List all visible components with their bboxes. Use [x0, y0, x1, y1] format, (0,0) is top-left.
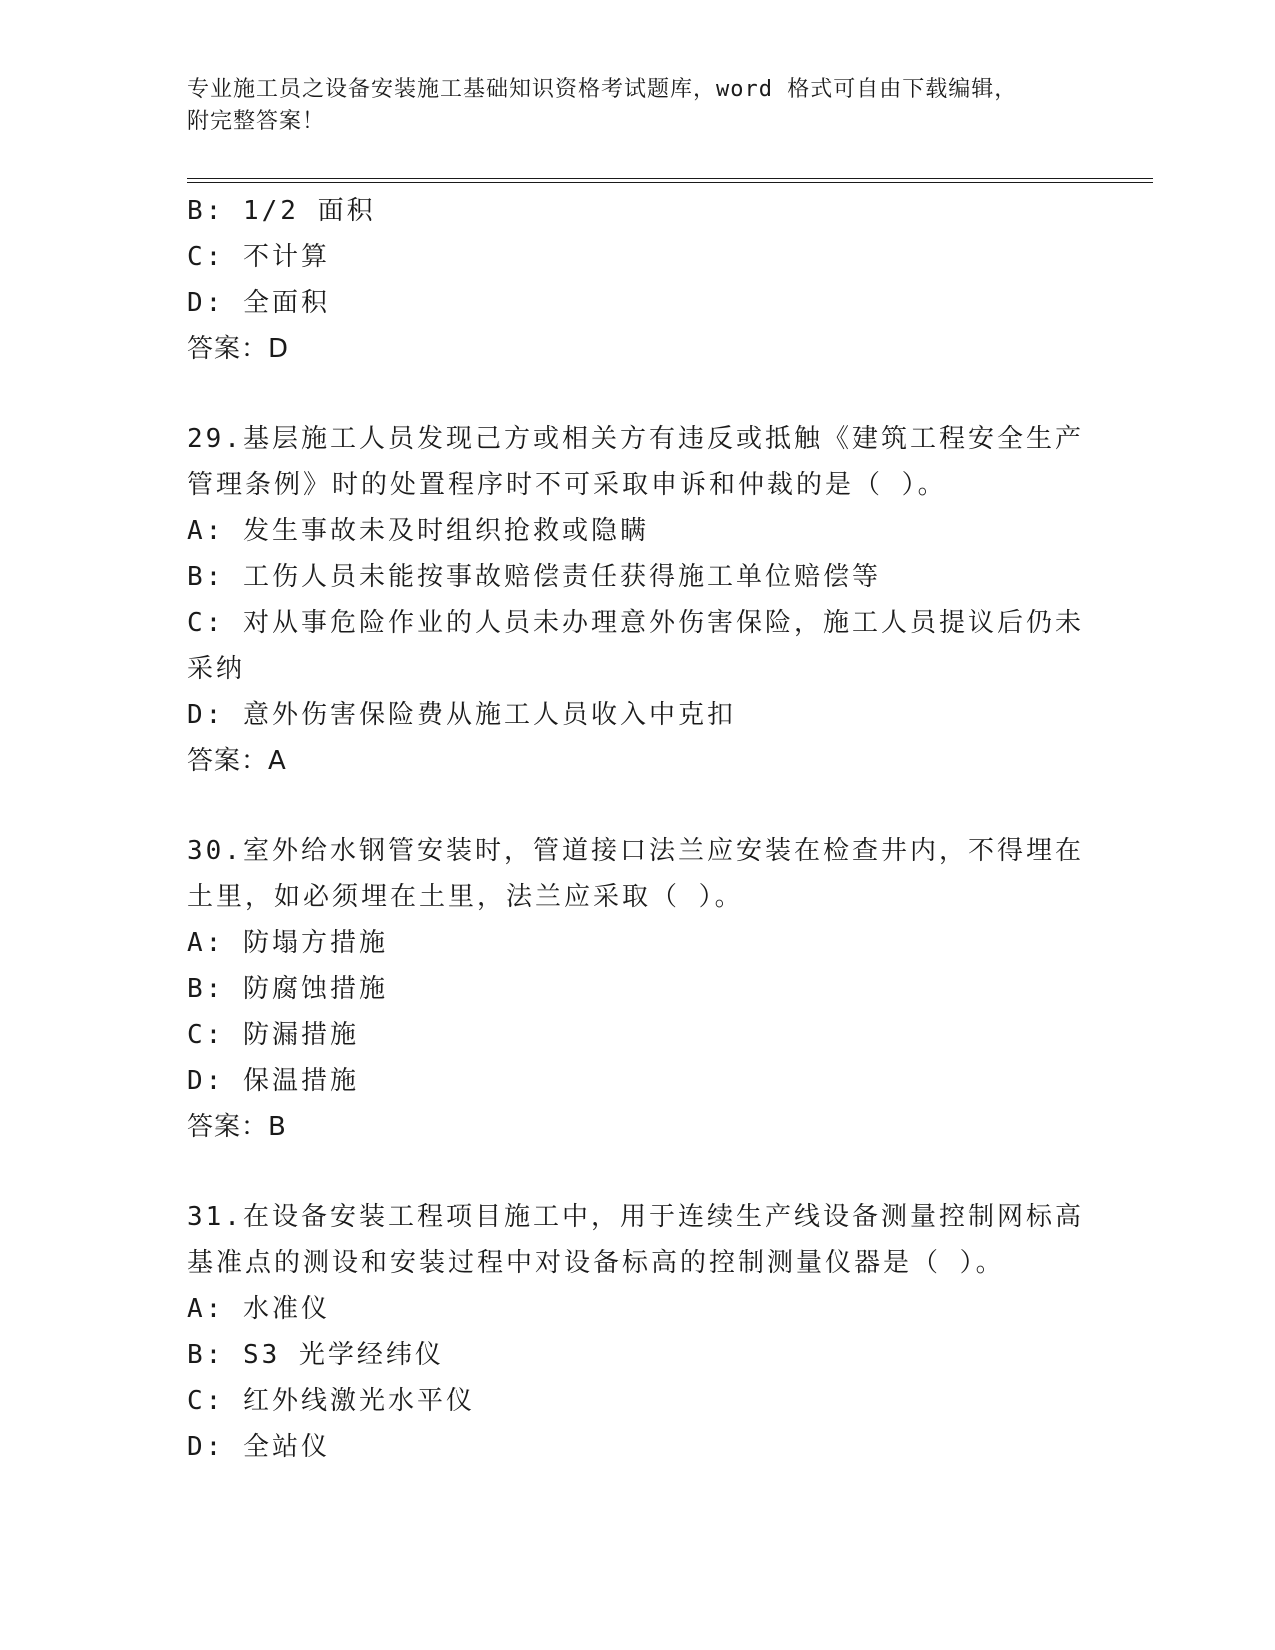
question-stem-line1: 30.室外给水钢管安装时，管道接口法兰应安装在检查井内，不得埋在 — [187, 836, 1084, 866]
option-b: B: 防腐蚀措施 — [187, 974, 388, 1004]
option-d: D: 意外伤害保险费从施工人员收入中克扣 — [187, 700, 736, 730]
document-header — [187, 74, 1087, 138]
option-a: A: 水准仪 — [187, 1294, 330, 1324]
header-divider-bottom — [187, 182, 1153, 183]
option-a: A: 发生事故未及时组织抢救或隐瞒 — [187, 516, 649, 546]
header-title-line2: 附完整答案！ — [187, 109, 326, 134]
question-stem-line1: 31.在设备安装工程项目施工中，用于连续生产线设备测量控制网标高 — [187, 1202, 1084, 1232]
option-b: B: 1/2 面积 — [187, 196, 376, 226]
option-d: D: 全面积 — [187, 288, 330, 318]
option-c: C: 防漏措施 — [187, 1020, 359, 1050]
question-29 — [187, 416, 1087, 784]
answer-line: 答案：B — [187, 1112, 287, 1142]
option-b: B: S3 光学经纬仪 — [187, 1340, 444, 1370]
option-c: C: 不计算 — [187, 242, 330, 272]
question-stem-line2: 管理条例》时的处置程序时不可采取申诉和仲裁的是（ ）。 — [187, 470, 947, 500]
header-title-line1: 专业施工员之设备安装施工基础知识资格考试题库，word 格式可自由下载编辑， — [187, 77, 1018, 102]
answer-line: 答案：D — [187, 334, 290, 364]
question-28 — [187, 188, 1087, 372]
option-c: C: 红外线激光水平仪 — [187, 1386, 475, 1416]
question-spacer — [187, 372, 1087, 416]
question-31 — [187, 1194, 1087, 1470]
answer-line: 答案：A — [187, 746, 287, 776]
header-divider-top — [187, 178, 1153, 179]
question-stem-line2: 土里，如必须埋在土里，法兰应采取（ ）。 — [187, 882, 744, 912]
option-d: D: 保温措施 — [187, 1066, 359, 1096]
question-spacer — [187, 1150, 1087, 1194]
option-c-line2: 采纳 — [187, 654, 246, 684]
option-b: B: 工伤人员未能按事故赔偿责任获得施工单位赔偿等 — [187, 562, 881, 592]
option-a: A: 防塌方措施 — [187, 928, 388, 958]
question-spacer — [187, 784, 1087, 828]
question-list — [187, 188, 1087, 1470]
option-c-line1: C: 对从事危险作业的人员未办理意外伤害保险，施工人员提议后仍未 — [187, 608, 1084, 638]
question-stem-line2: 基准点的测设和安装过程中对设备标高的控制测量仪器是（ ）。 — [187, 1248, 1005, 1278]
question-stem-line1: 29.基层施工人员发现己方或相关方有违反或抵触《建筑工程安全生产 — [187, 424, 1084, 454]
question-30 — [187, 828, 1087, 1150]
option-d: D: 全站仪 — [187, 1432, 330, 1462]
